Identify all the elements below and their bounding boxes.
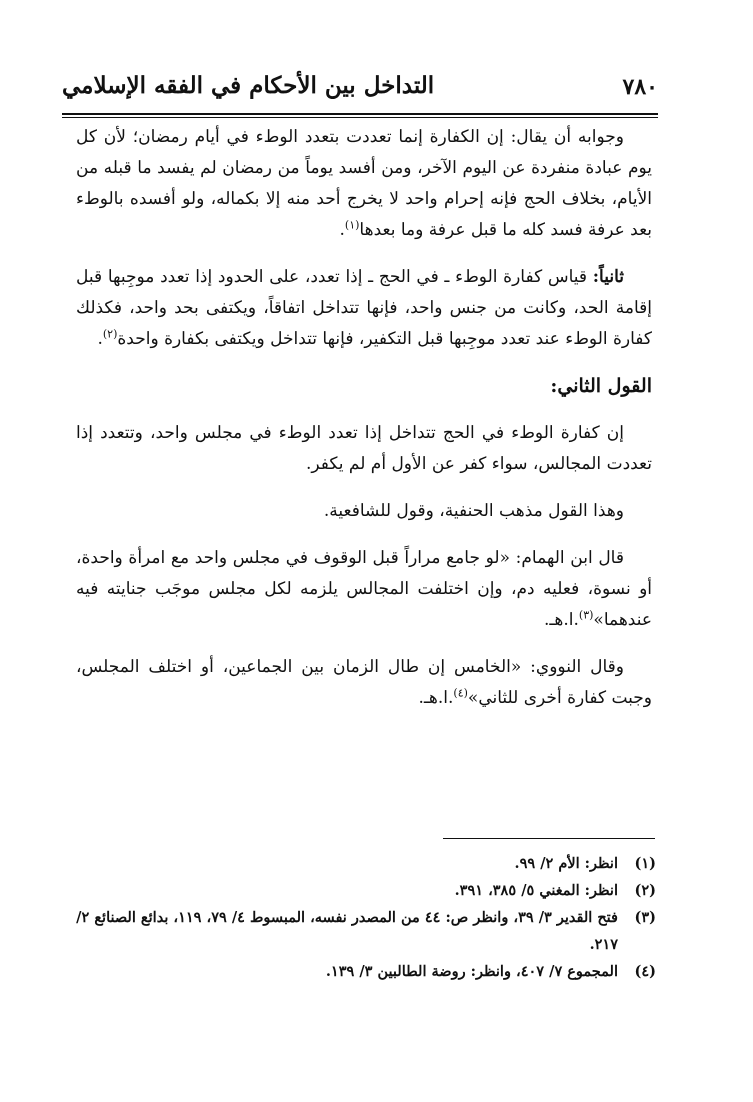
footnote-number: (٤) [634,963,656,980]
paragraph-second-opinion: إن كفارة الوطء في الحج تتداخل إذا تعدد الوطء في مجلس واحد، وتتعدد إذا تعددت المجالس، سواء كفر عن الأول أم لم يكفر. [76,423,652,474]
footnote-separator [443,838,655,839]
paragraph-second-argument: ثانياً: قياس كفارة الوطء ـ في الحج ـ إذا تعدد، على الحدود إذا تعدد موجِبها قبل إقامة الحد، وكانت من جنس واحد، فإنها تتداخل اتفاقاً، ويكتفى بحد واحد، فكذلك كفارة الوطء عند تعدد موجِبها قبل التكفير، فإنها تتداخل ويكتفى بكفارة واحدة$^{(٢)}$. [76,267,652,349]
footnote-text: المجموع ٧/ ٤٠٧، وانظر: روضة الطالبين ٣/ ١٣٩. [325,963,618,980]
paragraph-nawawi-quote: وقال النووي: «الخامس إن طال الزمان بين الجماعين، أو اختلف المجلس، وجبت كفارة أخرى للثاني»$^{(٤)}$.ا.هـ. [76,657,652,708]
running-title: التداخل بين الأحكام في الفقه الإسلامي [62,72,435,99]
footnote-text: انظر: المغني ٥/ ٣٨٥، ٣٩١. [454,882,618,899]
paragraph-ibn-alhumam-quote: قال ابن الهمام: «لو جامع مراراً قبل الوقوف في مجلس واحد مع امرأة واحدة، أو نسوة، فعليه دم، وإن اختلفت المجالس يلزمه لكل مجلس موجَب جنايته فيه عندهما»$^{(٣)}$.ا.هـ. [76,548,652,630]
footnotes [76,850,656,985]
footnote-ref-4: (٤) [453,686,468,700]
paragraph-answer: وجوابه أن يقال: إن الكفارة إنما تعددت بتعدد الوطء في أيام رمضان؛ لأن كل يوم عبادة منفردة عن اليوم الآخر، ومن أفسد يوماً من رمضان لم يفسد ما قبله من الأيام، بخلاف الحج فإنه إحرام واحد لا يخرج أحد منه إلا بكماله، ولو أفسده بالوطء بعد عرفة فسد كله ما قبل عرفة وما بعدها$^{(١)}$. [76,127,652,240]
footnote-text: انظر: الأم ٢/ ٩٩. [514,855,618,872]
footnote [76,904,656,958]
main-text [76,122,652,730]
paragraph-madhhab: وهذا القول مذهب الحنفية، وقول للشافعية. [323,501,624,521]
footnote-number: (١) [634,855,656,872]
footnote-number: (٣) [634,909,656,926]
footnote-ref-1: (١) [344,218,360,232]
footnote [76,877,656,904]
page-number: ٧٨٠ [622,74,658,100]
footnote-text: فتح القدير ٣/ ٣٩، وانظر ص: ٤٤ من المصدر نفسه، المبسوط ٤/ ٧٩، ١١٩، بدائع الصنائع ٢/ ٢١٧. [76,909,618,953]
footnote-number: (٢) [634,882,656,899]
paragraph-lead: ثانياً: [592,267,624,287]
footnote-ref-2: (٢) [102,327,118,341]
section-heading: القول الثاني: [550,375,652,397]
footnote [76,850,656,877]
footnote [76,958,656,985]
header-rule [62,113,658,118]
page-header [62,72,658,110]
footnote-ref-3: (٣) [578,608,594,622]
